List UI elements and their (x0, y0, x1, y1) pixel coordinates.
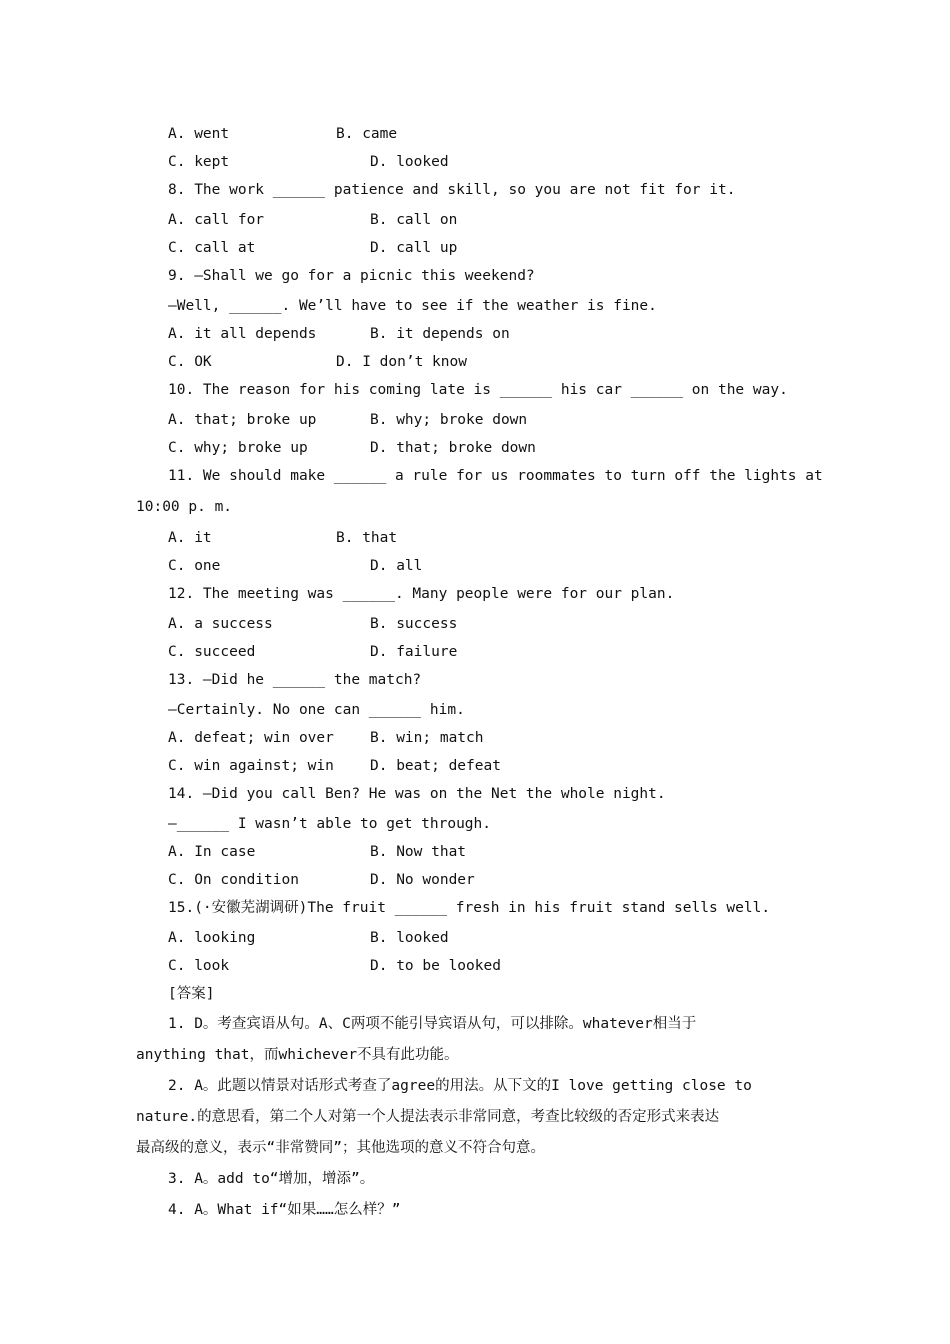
q8-option-c: C. call at (168, 240, 256, 256)
q7-option-d: D. looked (370, 154, 449, 170)
answer-1-line-1: 1. D。考查宾语从句。A、C两项不能引导宾语从句，可以排除。whatever相当于 (168, 1016, 697, 1032)
answer-2-line-3: 最高级的意义，表示“非常赞同”；其他选项的意义不符合句意。 (136, 1140, 545, 1156)
q13-option-a: A. defeat; win over (168, 730, 334, 746)
q12-option-d: D. failure (370, 644, 458, 660)
q15-stem: 15.(·安徽芜湖调研)The fruit ______ fresh in his fruit stand sells well. (168, 900, 771, 916)
answer-2-line-2: nature.的意思看，第二个人对第一个人提法表示非常同意，考查比较级的否定形式来表达 (136, 1109, 720, 1125)
q8-option-a: A. call for (168, 212, 265, 228)
q13-option-c: C. win against; win (168, 758, 334, 774)
q14-option-a: A. In case (168, 844, 256, 860)
q9-option-c: C. OK (168, 354, 212, 370)
q11-option-c: C. one (168, 558, 221, 574)
q9-option-d: D. I don’t know (336, 354, 467, 370)
q14-stem: 14. —Did you call Ben? He was on the Net the whole night. (168, 786, 666, 802)
q14-option-b: B. Now that (370, 844, 467, 860)
q15-option-d: D. to be looked (370, 958, 501, 974)
answer-4: 4. A。What if“如果……怎么样？” (168, 1202, 401, 1218)
answer-2-line-1: 2. A。此题以情景对话形式考查了agree的用法。从下文的I love getting close to (168, 1078, 752, 1094)
q13-option-b: B. win; match (370, 730, 484, 746)
q8-stem: 8. The work ______ patience and skill, so you are not fit for it. (168, 182, 736, 198)
q9-stem-reply: —Well, ______. We’ll have to see if the weather is fine. (168, 298, 657, 314)
q13-option-d: D. beat; defeat (370, 758, 501, 774)
q9-option-a: A. it all depends (168, 326, 317, 342)
q12-option-b: B. success (370, 616, 458, 632)
q11-option-a: A. it (168, 530, 212, 546)
q8-option-b: B. call on (370, 212, 458, 228)
q11-option-d: D. all (370, 558, 423, 574)
q12-option-c: C. succeed (168, 644, 256, 660)
q14-option-c: C. On condition (168, 872, 299, 888)
q11-stem: 11. We should make ______ a rule for us roommates to turn off the lights at (168, 468, 823, 484)
q10-option-a: A. that; broke up (168, 412, 317, 428)
q7-option-c: C. kept (168, 154, 230, 170)
q10-option-d: D. that; broke down (370, 440, 536, 456)
q14-stem-reply: —______ I wasn’t able to get through. (168, 816, 492, 832)
answer-1-line-2: anything that，而whichever不具有此功能。 (136, 1047, 459, 1063)
q9-stem: 9. —Shall we go for a picnic this weekend? (168, 268, 535, 284)
q15-option-c: C. look (168, 958, 230, 974)
answer-3: 3. A。add to“增加，增添”。 (168, 1171, 375, 1187)
q10-stem: 10. The reason for his coming late is ______ his car ______ on the way. (168, 382, 788, 398)
q14-option-d: D. No wonder (370, 872, 475, 888)
answers-heading: [答案] (168, 986, 215, 1002)
q9-option-b: B. it depends on (370, 326, 510, 342)
q15-option-a: A. looking (168, 930, 256, 946)
q10-option-b: B. why; broke down (370, 412, 528, 428)
q13-stem: 13. —Did he ______ the match? (168, 672, 422, 688)
q15-option-b: B. looked (370, 930, 449, 946)
q11-stem-continued: 10:00 p. m. (136, 499, 233, 515)
q7-option-a: A. went (168, 126, 230, 142)
q12-stem: 12. The meeting was ______. Many people were for our plan. (168, 586, 675, 602)
q11-option-b: B. that (336, 530, 398, 546)
q12-option-a: A. a success (168, 616, 273, 632)
q7-option-b: B. came (336, 126, 398, 142)
q8-option-d: D. call up (370, 240, 458, 256)
q10-option-c: C. why; broke up (168, 440, 308, 456)
q13-stem-reply: —Certainly. No one can ______ him. (168, 702, 465, 718)
